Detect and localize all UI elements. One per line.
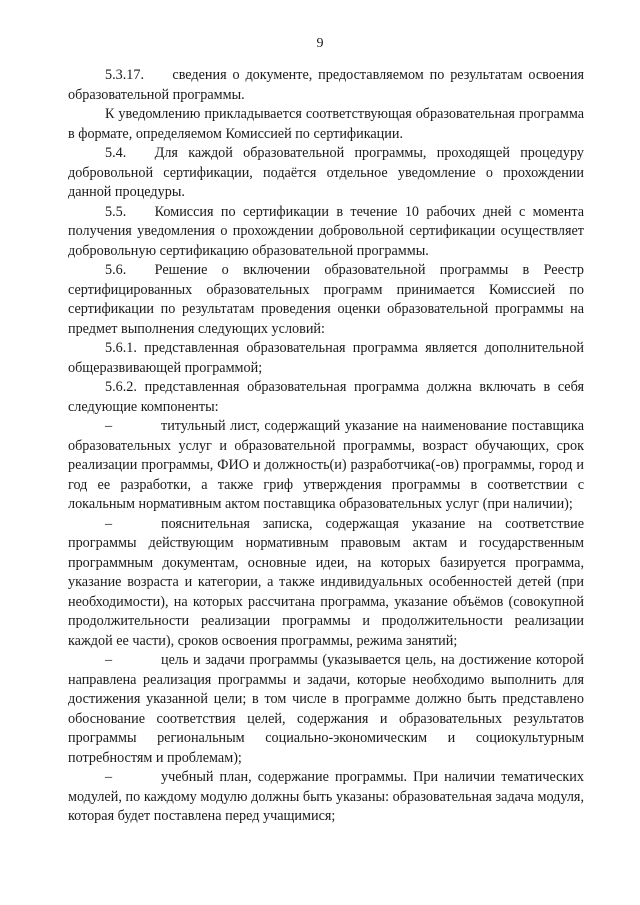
list-dash: – (105, 652, 113, 668)
list-dash: – (105, 769, 113, 785)
paragraph-5-3-17: 5.3.17. сведения о документе, предоставляемом по результатам освоения образовательной программы. (68, 67, 584, 103)
list-item (68, 768, 584, 827)
list-dash: – (105, 418, 113, 434)
list-item-text: учебный план, содержание программы. При наличии тематических модулей, по каждому модулю должны быть указаны: образовательная задача модуля, которая будет поставлена перед учащимися; (68, 769, 584, 824)
paragraph-5-4: 5.4. Для каждой образовательной программы, проходящей процедуру добровольной сертификации, подаётся отдельное уведомление о прохождении данной процедуры. (68, 145, 584, 200)
paragraph-5-6-1: 5.6.1. представленная образовательная программа является дополнительной общеразвивающей программой; (68, 340, 584, 376)
list-dash: – (105, 515, 113, 532)
list-item-text: пояснительная записка, содержащая указание на соответствие программы действующим нормативным правовым актам и государственным программным документам, основные идеи, на которых базируется программа, указание возраста и категории, а также индивидуальных особенностей детей (при необходимости), на которых рассчитана программа, указание объёмов (совокупной продолжительности реализации программы и продолжительности реализации каждой ее части), сроков освоения программы, режима занятий; (68, 515, 584, 649)
list-item-text: титульный лист, содержащий указание на наименование поставщика образовательных услуг и образовательной программы, возраст обучающих, срок реализации программы, ФИО и должность(и) разработчика(-ов) программы, город и год ее разработки, а также гриф утверждения программы в соответствии с локальным нормативным актом поставщика образовательных услуг (при наличии); (68, 418, 584, 512)
paragraph-notification-attachment: К уведомлению прикладывается соответствующая образовательная программа в формате, определяемом Комиссией по сертификации. (68, 106, 584, 142)
document-body (68, 66, 584, 827)
list-item-text: цель и задачи программы (указывается цель, на достижение которой направлена реализация программы и задачи, которые необходимо выполнить для достижения указанной цели; в том числе в программе должно быть представлено обоснование соответствия целей, содержания и образовательных результатов программы региональным социально-экономическим и социокультурным потребностям и проблемам); (68, 652, 584, 766)
list-item (68, 417, 584, 515)
list-item (68, 651, 584, 768)
page-number: 9 (316, 36, 324, 51)
paragraph-5-6-2: 5.6.2. представленная образовательная программа должна включать в себя следующие компоненты: (68, 379, 584, 415)
list-item (68, 515, 584, 652)
paragraph-5-5: 5.5. Комиссия по сертификации в течение 10 рабочих дней с момента получения уведомления о прохождении добровольной сертификации осуществляет добровольную сертификацию образовательной программы. (68, 203, 584, 259)
paragraph-5-6: 5.6. Решение о включении образовательной программы в Реестр сертифицированных образовательных программ принимается Комиссией по сертификации по результатам проведения оценки образовательной программы на предмет выполнения следующих условий: (68, 262, 584, 337)
